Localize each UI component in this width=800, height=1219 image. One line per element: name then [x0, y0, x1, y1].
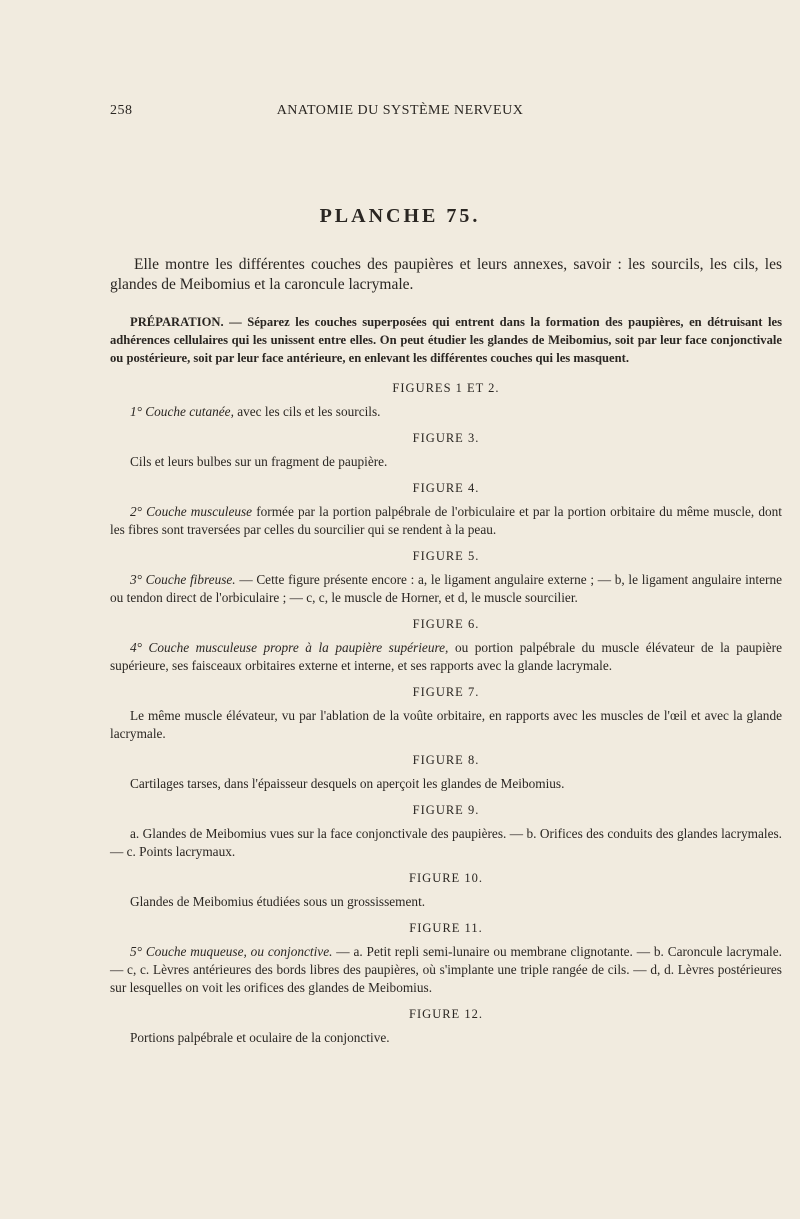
- figure-heading: FIGURE 10.: [409, 871, 483, 885]
- figure-text: Le même muscle élévateur, vu par l'ablation de la voûte orbitaire, en rapports avec les muscles de l'œil et avec la glande lacrymale.: [110, 708, 782, 741]
- figure-text: formée par la portion palpébrale de l'orbiculaire et par la portion orbitaire du même muscle, dont les fibres sont traversées par celles du sourcilier qui se rendent à la peau.: [110, 504, 782, 537]
- figure-text: Cils et leurs bulbes sur un fragment de paupière.: [130, 454, 388, 469]
- figure-description: [110, 503, 782, 539]
- figure-description: [110, 943, 782, 997]
- page-body: [110, 255, 782, 1055]
- figure-description: [110, 825, 782, 861]
- figure-9: [110, 801, 782, 861]
- figure-description: [110, 893, 782, 911]
- figure-text: Portions palpébrale et oculaire de la conjonctive.: [130, 1030, 390, 1045]
- figure-lead: 3° Couche fibreuse.: [130, 572, 236, 587]
- figure-heading: FIGURE 7.: [412, 685, 480, 699]
- figure-description: [110, 707, 782, 743]
- plate-title: PLANCHE 75.: [319, 205, 481, 227]
- figure-heading: FIGURE 3.: [412, 431, 480, 445]
- figure-8: [110, 751, 782, 793]
- figure-7: [110, 683, 782, 743]
- figure-text: — a. Petit repli semi-lunaire ou membrane clignotante. — b. Caroncule lacrymale. — c, c. Lèvres antérieures des bords libres des paupières, où s'implante une triple rangée de cils. — d, d. Lèvres postérieures sur lesquelles on voit les orifices des glandes de Meibomius.: [110, 944, 782, 995]
- preparation-paragraph: PRÉPARATION. — Séparez les couches superposées qui entrent dans la formation des paupières, en détruisant les adhérences cellulaires qui les unissent entre elles. On peut étudier les glandes de Meibomius, soit par leur face conjonctivale ou postérieure, soit par leur face antérieure, en enlevant les différentes couches qui les masquent.: [110, 315, 782, 365]
- figure-6: [110, 615, 782, 675]
- figure-description: [110, 639, 782, 675]
- page-header: [110, 103, 690, 123]
- figure-5: [110, 547, 782, 607]
- figure-heading: FIGURE 4.: [412, 481, 480, 495]
- figure-text: — Cette figure présente encore : a, le ligament angulaire externe ; — b, le ligament angulaire interne ou tendon direct de l'orbiculaire ; — c, c, le muscle de Horner, et d, le muscle sourcilier.: [110, 572, 782, 605]
- figure-description: [110, 1029, 782, 1047]
- intro-paragraph: Elle montre les différentes couches des paupières et leurs annexes, savoir : les sourcils, les cils, les glandes de Meibomius et la caroncule lacrymale.: [110, 256, 782, 293]
- figure-text: a. Glandes de Meibomius vues sur la face conjonctivale des paupières. — b. Orifices des conduits des glandes lacrymales. — c. Points lacrymaux.: [110, 826, 782, 859]
- page-number: 258: [110, 103, 133, 118]
- figure-12: [110, 1005, 782, 1047]
- figure-heading: FIGURE 11.: [409, 921, 483, 935]
- figure-4: [110, 479, 782, 539]
- figure-text: avec les cils et les sourcils.: [233, 404, 381, 419]
- figure-heading: FIGURE 12.: [409, 1007, 483, 1021]
- figure-10: [110, 869, 782, 911]
- figure-3: [110, 429, 782, 471]
- figure-heading: FIGURE 8.: [412, 753, 480, 767]
- figure-11: [110, 919, 782, 997]
- figure-heading: FIGURE 5.: [412, 549, 480, 563]
- figure-heading: FIGURE 6.: [412, 617, 480, 631]
- figure-description: [110, 571, 782, 607]
- figure-text: Glandes de Meibomius étudiées sous un grossissement.: [130, 894, 426, 909]
- figure-lead: 1° Couche cutanée,: [130, 404, 234, 419]
- figure-heading: FIGURE 9.: [412, 803, 480, 817]
- figure-lead: 2° Couche musculeuse: [130, 504, 253, 519]
- figure-description: [110, 775, 782, 793]
- figure-description: [110, 453, 782, 471]
- figure-lead: 4° Couche musculeuse propre à la paupière supérieure,: [130, 640, 449, 655]
- figure-text: Cartilages tarses, dans l'épaisseur desquels on aperçoit les glandes de Meibomius.: [130, 776, 565, 791]
- figure-text: ou portion palpébrale du muscle élévateur de la paupière supérieure, ses faisceaux orbitaires externe et interne, et ses rapports avec la glande lacrymale.: [110, 640, 782, 673]
- figure-1-2: [110, 379, 782, 421]
- figure-lead: 5° Couche muqueuse, ou conjonctive.: [130, 944, 333, 959]
- running-title: ANATOMIE DU SYSTÈME NERVEUX: [276, 103, 524, 118]
- figure-heading: FIGURES 1 ET 2.: [392, 381, 500, 395]
- figure-description: [110, 403, 782, 421]
